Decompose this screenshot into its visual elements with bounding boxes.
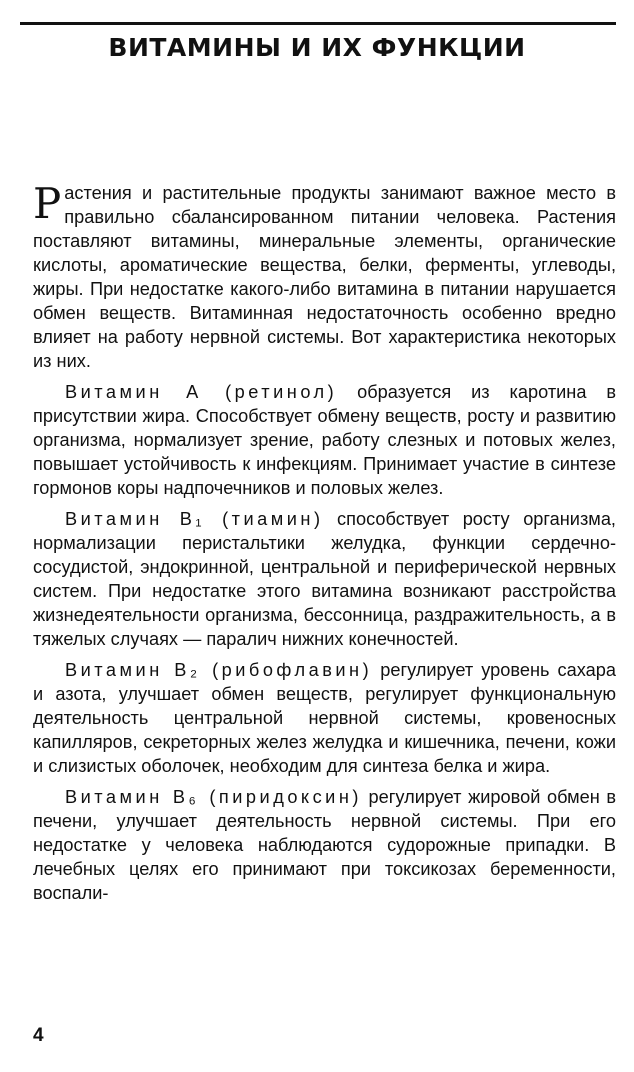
page-number: 4 bbox=[33, 1025, 44, 1046]
vitamin-a-term: Витамин А (ретинол) bbox=[65, 382, 338, 402]
page-title: ВИТАМИНЫ И ИХ ФУНКЦИИ bbox=[108, 33, 526, 62]
vitamin-a-paragraph bbox=[33, 380, 616, 500]
vitamin-b6-paragraph bbox=[33, 785, 616, 905]
vitamin-b1-text: способствует росту организма, нормализации перистальтики желудка, функции сердечно-сосудистой, эндокринной, центральной и периферической нервных систем. При недостатке этого витамина возникают расстройства жизнедеятельности организма, бессонница, раздражительность, а в тяжелых случаях — паралич нижних конечностей. bbox=[33, 509, 616, 649]
vitamin-b1-term: Витамин B₁ (тиамин) bbox=[65, 509, 324, 529]
intro-text: астения и растительные продукты занимают важное место в правильно сбалансированном питании человека. Растения поставляют витамины, минеральные элементы, органические кислоты, ароматические вещества, белки, ферменты, углеводы, жиры. При недостатке какого-либо витамина в питании нарушается обмен веществ. Витаминная недостаточность особенно вредно влияет на работу нервной системы. Вот характеристика некоторых из них. bbox=[33, 183, 616, 371]
vitamin-b1-paragraph bbox=[33, 507, 616, 651]
intro-paragraph bbox=[33, 181, 616, 373]
vitamin-b2-text: регулирует уровень сахара и азота, улучшает обмен веществ, регулирует функциональную деятельность центральной нервной системы, кровеносных капилляров, секреторных желез желудка и кишечника, печени, кожи и слизистых оболочек, необходим для синтеза белка и жира. bbox=[33, 660, 616, 776]
vitamin-b6-term: Витамин B₆ (пиридоксин) bbox=[65, 787, 362, 807]
vitamin-b6-text: регулирует жировой обмен в печени, улучшает деятельность нервной системы. При его недостатке у человека наблюдаются судорожные припадки. В лечебных целях его принимают при токсикозах беременности, воспали- bbox=[33, 787, 616, 903]
top-rule bbox=[20, 22, 616, 25]
vitamin-a-text: образуется из каротина в присутствии жира. Способствует обмену веществ, росту и развитию организма, нормализует зрение, работу слезных и потовых желез, повышает устойчивость к инфекциям. Принимает участие в синтезе гормонов коры надпочечников и половых желез. bbox=[33, 382, 617, 498]
article-body bbox=[33, 181, 616, 912]
vitamin-b2-term: Витамин B₂ (рибофлавин) bbox=[65, 660, 373, 680]
vitamin-b2-paragraph bbox=[33, 658, 616, 778]
drop-cap: Р bbox=[33, 179, 62, 228]
